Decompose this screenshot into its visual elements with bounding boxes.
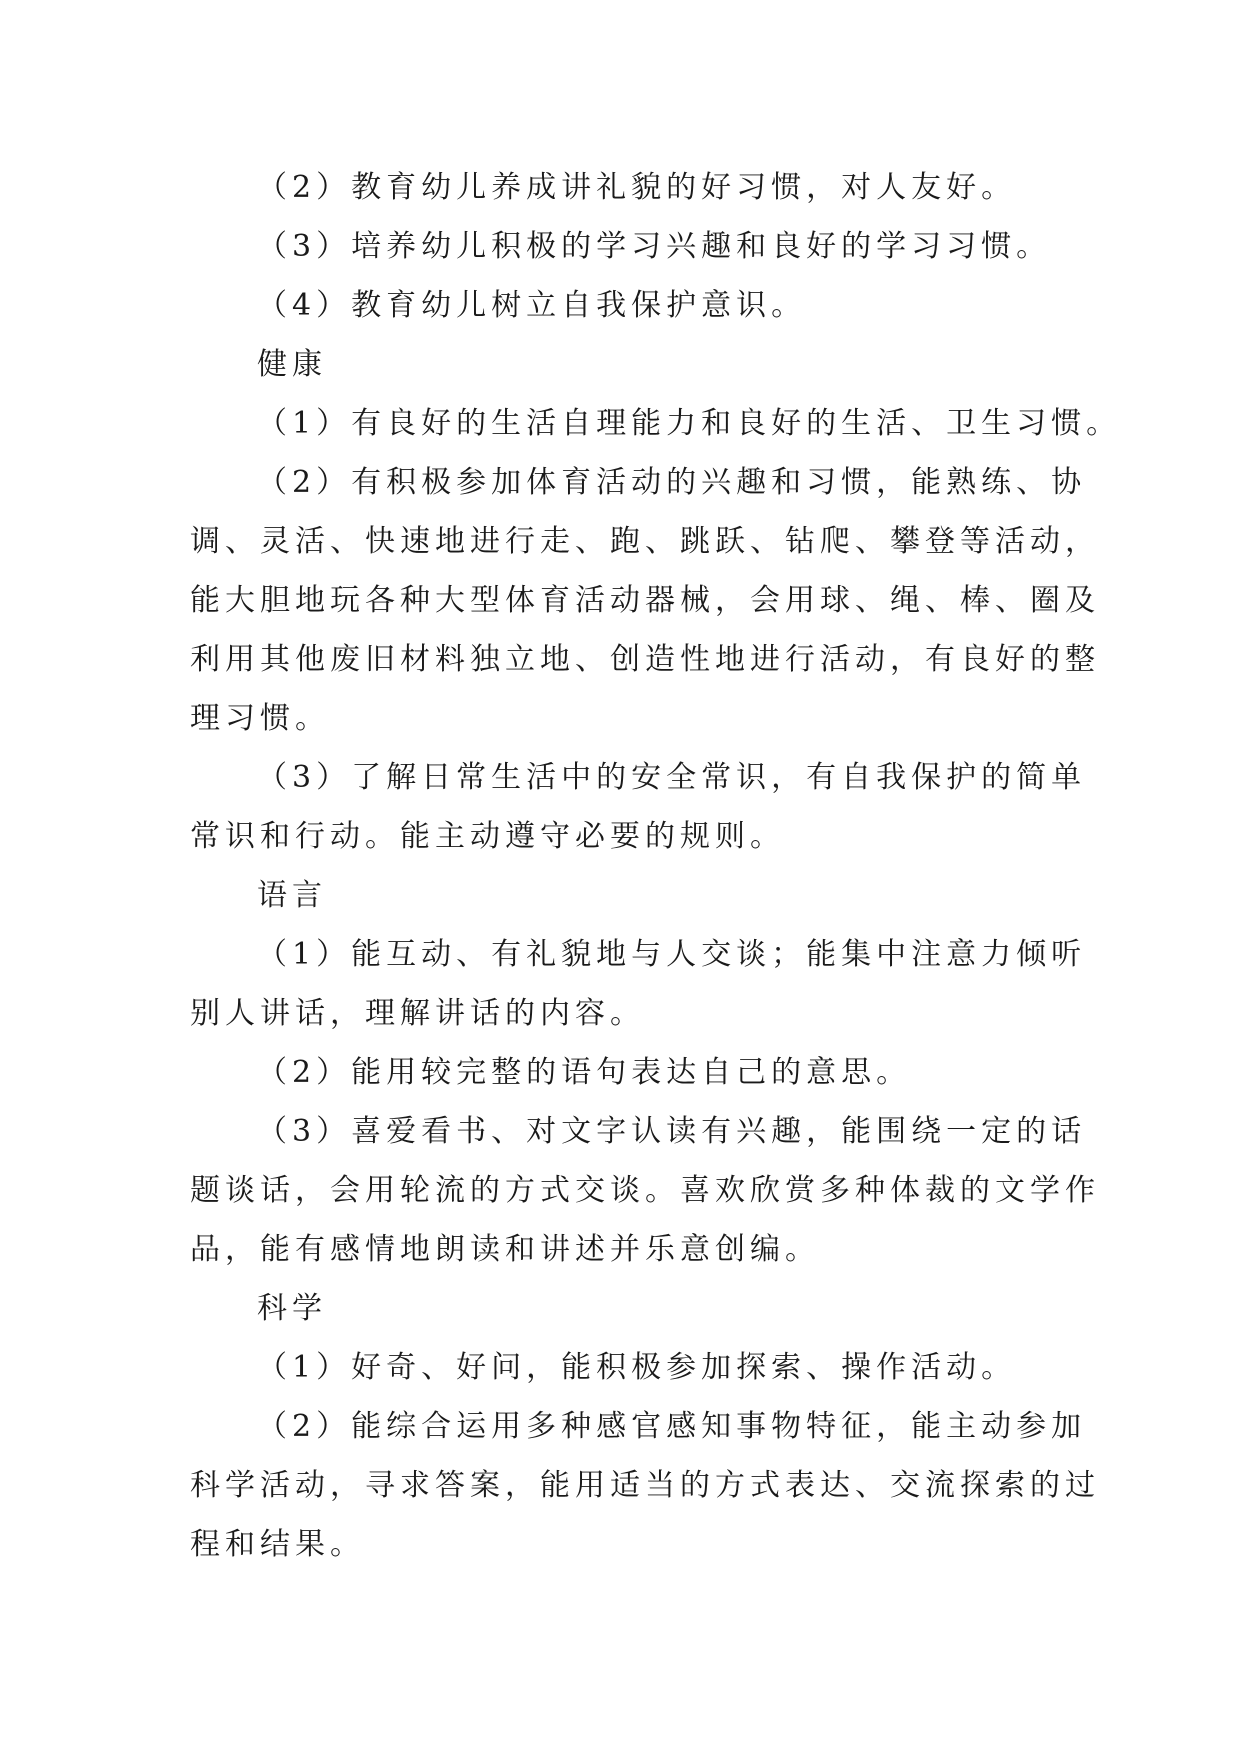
section-heading-language: 语言 — [257, 878, 327, 913]
paragraph-manners — [190, 158, 1060, 217]
text-line: （3）了解日常生活中的安全常识，有自我保护的简单 — [257, 760, 1087, 795]
text-line: （4）教育幼儿树立自我保护意识。 — [257, 288, 807, 323]
text-line: 题谈话，会用轮流的方式交谈。喜欢欣赏多种体裁的文学作 — [190, 1173, 1100, 1208]
text-line: （2）有积极参加体育活动的兴趣和习惯，能熟练、协 — [257, 465, 1087, 500]
paragraph-learning-interest — [190, 217, 1060, 276]
text-line: 程和结果。 — [190, 1527, 365, 1562]
text-line: 别人讲话，理解讲话的内容。 — [190, 996, 645, 1031]
text-line: 常识和行动。能主动遵守必要的规则。 — [190, 819, 785, 854]
text-line: 利用其他废旧材料独立地、创造性地进行活动，有良好的整 — [190, 642, 1100, 677]
text-line: 科学活动，寻求答案，能用适当的方式表达、交流探索的过 — [190, 1468, 1100, 1503]
text-line: （1）能互动、有礼貌地与人交谈；能集中注意力倾听 — [257, 937, 1087, 972]
text-line: （3）喜爱看书、对文字认读有兴趣，能围绕一定的话 — [257, 1114, 1087, 1149]
paragraph-health-3 — [190, 748, 1087, 866]
paragraph-language-3 — [190, 1102, 1100, 1279]
text-line: 理习惯。 — [190, 701, 330, 736]
document-body — [190, 158, 1122, 1574]
text-line: （1）好奇、好问，能积极参加探索、操作活动。 — [257, 1350, 1017, 1385]
text-line: （2）教育幼儿养成讲礼貌的好习惯，对人友好。 — [257, 170, 1017, 205]
text-line: 调、灵活、快速地进行走、跑、跳跃、钻爬、攀登等活动， — [190, 524, 1100, 559]
paragraph-health-2 — [190, 453, 1100, 748]
section-heading-science: 科学 — [257, 1291, 327, 1326]
text-line: 能大胆地玩各种大型体育活动器械，会用球、绳、棒、圈及 — [190, 583, 1100, 618]
paragraph-health-1 — [190, 394, 1122, 453]
paragraph-language-2 — [190, 1043, 1060, 1102]
section-heading-health: 健康 — [257, 347, 327, 382]
text-line: （2）能用较完整的语句表达自己的意思。 — [257, 1055, 912, 1090]
text-line: （1）有良好的生活自理能力和良好的生活、卫生习惯。 — [257, 406, 1122, 441]
text-line: （3）培养幼儿积极的学习兴趣和良好的学习习惯。 — [257, 229, 1052, 264]
text-line: 品，能有感情地朗读和讲述并乐意创编。 — [190, 1232, 820, 1267]
text-line: （2）能综合运用多种感官感知事物特征，能主动参加 — [257, 1409, 1087, 1444]
paragraph-language-1 — [190, 925, 1087, 1043]
paragraph-self-protection — [190, 276, 1060, 335]
paragraph-science-2 — [190, 1397, 1100, 1574]
paragraph-science-1 — [190, 1338, 1060, 1397]
